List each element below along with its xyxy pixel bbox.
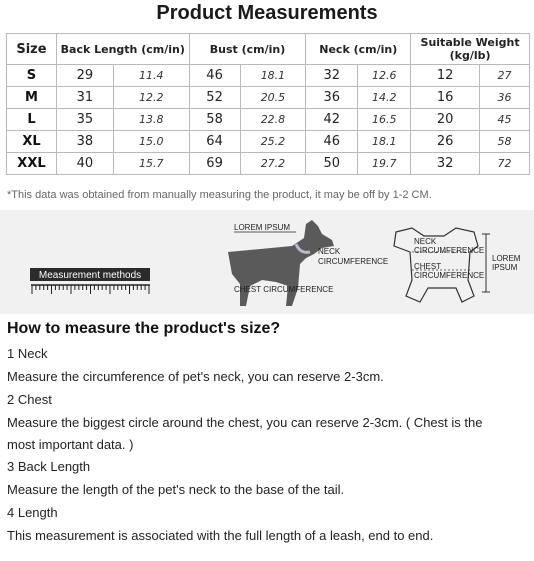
cell-weight-kg: 12 [411, 65, 480, 87]
cell-bust-cm: 58 [189, 109, 240, 131]
cloth-chest-label-2: CIRCUMFERENCE [414, 271, 485, 280]
cell-bust-in: 22.8 [240, 109, 306, 131]
cell-bust-in: 18.1 [240, 65, 306, 87]
cell-neck-cm: 42 [306, 109, 358, 131]
cell-back-in: 13.8 [113, 109, 189, 131]
cell-neck-cm: 36 [306, 87, 358, 109]
cell-neck-in: 12.6 [358, 65, 411, 87]
cell-bust-in: 27.2 [240, 153, 306, 175]
illustration-canvas [0, 210, 534, 314]
header-bust: Bust (cm/in) [189, 34, 306, 65]
header-neck: Neck (cm/in) [306, 34, 411, 65]
cell-back-cm: 38 [56, 131, 113, 153]
header-size: Size [7, 34, 57, 65]
guide-line: Measure the biggest circle around the chest, you can reserve 2-3cm. ( Chest is the [7, 415, 483, 430]
cell-size: M [7, 87, 57, 109]
measurement-illustration [0, 210, 534, 314]
page-title: Product Measurements [156, 2, 378, 24]
cell-back-cm: 31 [56, 87, 113, 109]
cell-weight-lb: 36 [480, 87, 530, 109]
cell-weight-lb: 58 [480, 131, 530, 153]
guide-heading: How to measure the product's size? [7, 320, 281, 337]
cell-bust-cm: 69 [189, 153, 240, 175]
guide-line: Measure the circumference of pet's neck, you can reserve 2-3cm. [7, 369, 384, 384]
cell-weight-lb: 45 [480, 109, 530, 131]
cloth-neck-label-2: CIRCUMFERENCE [414, 246, 485, 255]
guide-line: This measurement is associated with the full length of a leash, end to end. [7, 528, 434, 543]
header-weight: Suitable Weight (kg/lb) [411, 34, 530, 65]
cell-bust-cm: 64 [189, 131, 240, 153]
cell-back-cm: 29 [56, 65, 113, 87]
cloth-neck-label-1: NECK [414, 237, 437, 246]
cell-neck-cm: 46 [306, 131, 358, 153]
cell-neck-in: 14.2 [358, 87, 411, 109]
cell-weight-kg: 20 [411, 109, 480, 131]
cell-back-cm: 35 [56, 109, 113, 131]
cell-neck-in: 19.7 [358, 153, 411, 175]
dog-top-label: LOREM IPSUM [234, 223, 291, 232]
cell-size: L [7, 109, 57, 131]
guide-line: 2 Chest [7, 392, 52, 407]
table-row [7, 109, 530, 131]
methods-label: Measurement methods [38, 270, 142, 281]
header-back-length: Back Length (cm/in) [56, 34, 189, 65]
size-table [6, 33, 530, 175]
cell-weight-kg: 16 [411, 87, 480, 109]
guide-line: 1 Neck [7, 346, 48, 361]
cell-size: S [7, 65, 57, 87]
table-row [7, 65, 530, 87]
cell-bust-cm: 52 [189, 87, 240, 109]
guide-line: 3 Back Length [7, 459, 91, 474]
cell-weight-kg: 32 [411, 153, 480, 175]
dog-chest-label: CHEST CIRCUMFERENCE [234, 285, 334, 294]
cell-bust-in: 20.5 [240, 87, 306, 109]
cell-neck-in: 18.1 [358, 131, 411, 153]
cell-back-in: 11.4 [113, 65, 189, 87]
guide-line: Measure the length of the pet's neck to the base of the tail. [7, 482, 345, 497]
cloth-side-label-1: LOREM [492, 254, 521, 263]
cell-size: XL [7, 131, 57, 153]
dog-neck-label-2: CIRCUMFERENCE [318, 257, 389, 266]
table-row [7, 153, 530, 175]
guide-line: 4 Length [7, 505, 58, 520]
measurement-note: *This data was obtained from manually measuring the product, it may be off by 1-2 CM. [7, 189, 432, 201]
cell-back-cm: 40 [56, 153, 113, 175]
cell-bust-in: 25.2 [240, 131, 306, 153]
dog-neck-label-1: NECK [318, 247, 341, 256]
cell-back-in: 12.2 [113, 87, 189, 109]
cell-size: XXL [7, 153, 57, 175]
cell-neck-cm: 32 [306, 65, 358, 87]
cell-back-in: 15.7 [113, 153, 189, 175]
cell-bust-cm: 46 [189, 65, 240, 87]
cloth-chest-label-1: CHEST [414, 262, 442, 271]
cell-weight-lb: 27 [480, 65, 530, 87]
guide-line: most important data. ) [7, 437, 134, 452]
cell-back-in: 15.0 [113, 131, 189, 153]
cell-neck-cm: 50 [306, 153, 358, 175]
cell-neck-in: 16.5 [358, 109, 411, 131]
cloth-side-label-2: IPSUM [492, 263, 518, 272]
cell-weight-kg: 26 [411, 131, 480, 153]
table-row [7, 87, 530, 109]
cell-weight-lb: 72 [480, 153, 530, 175]
table-header-row [7, 34, 530, 65]
table-row [7, 131, 530, 153]
